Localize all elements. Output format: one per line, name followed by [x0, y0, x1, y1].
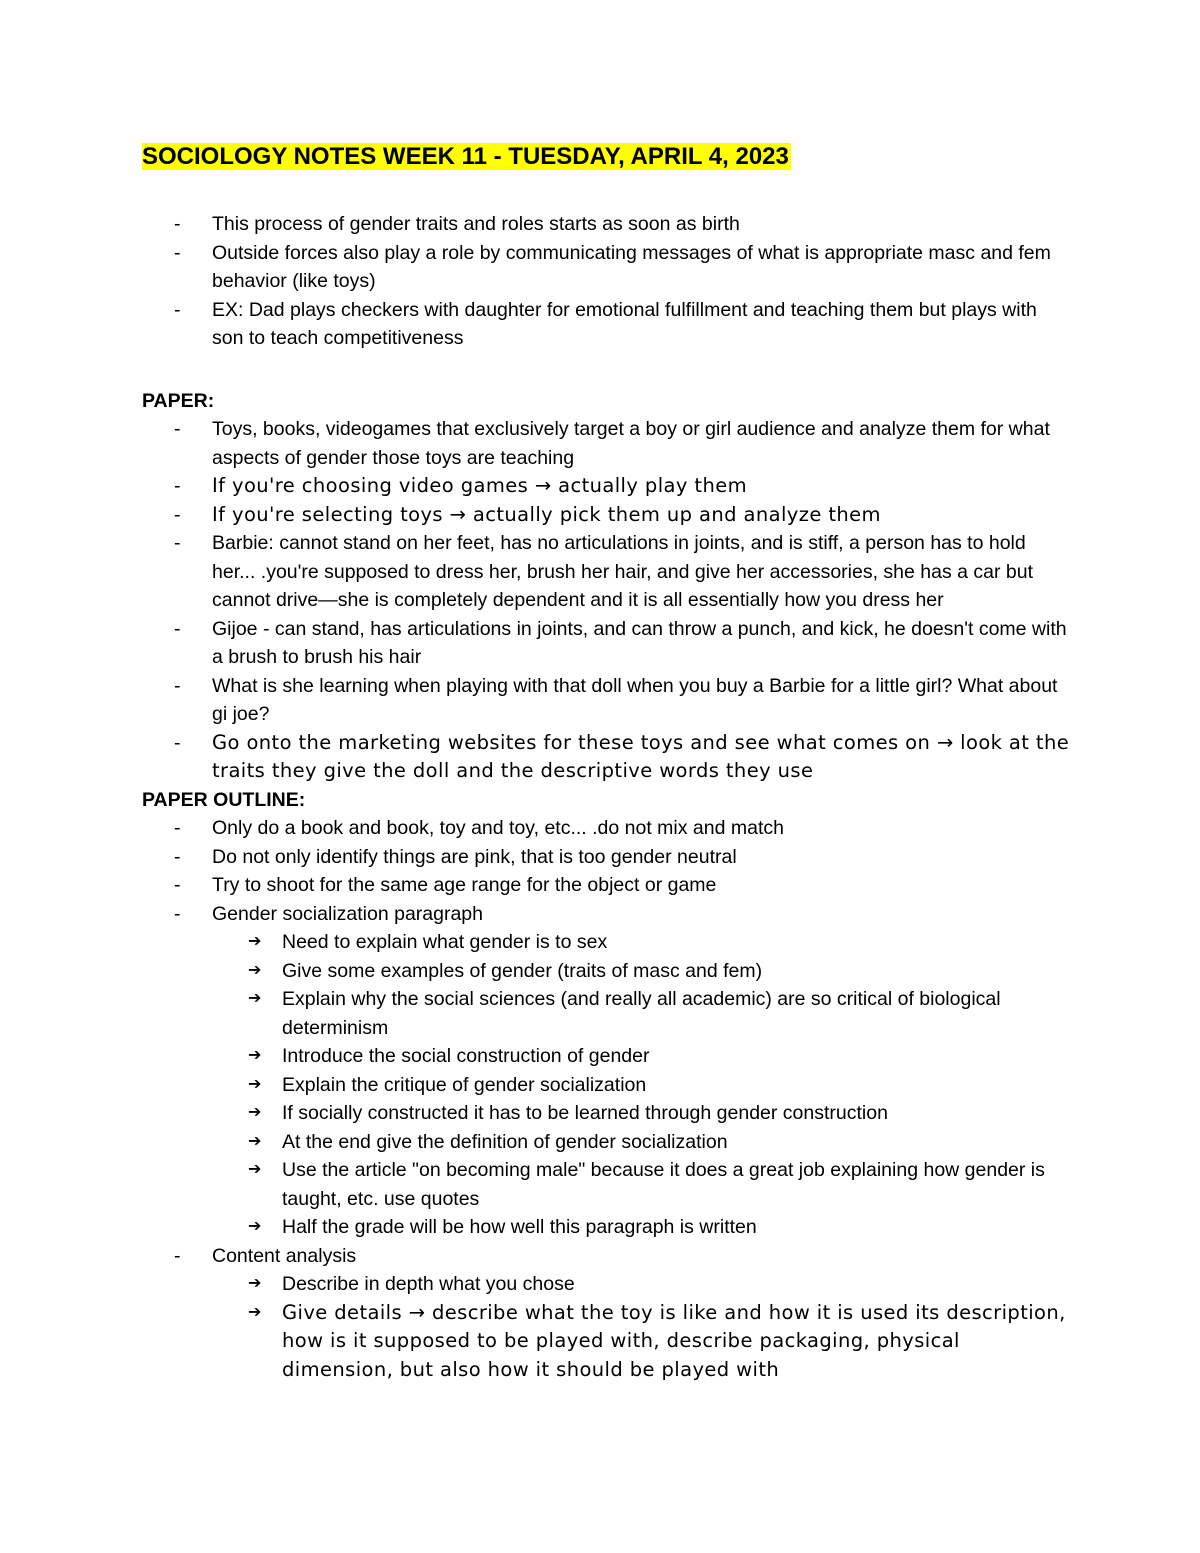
list-item-text: Gijoe - can stand, has articulations in joints, and can throw a punch, and kick, he doesn't come with a brush to brush his hair [212, 617, 1067, 668]
document-title [142, 140, 1072, 174]
list-item [142, 239, 1072, 296]
arrow-bullet-icon: ➔ [248, 1218, 262, 1235]
dash-bullet: - [174, 475, 181, 497]
outline-list [142, 814, 1072, 1384]
list-item-text: What is she learning when playing with that doll when you buy a Barbie for a little girl? What about gi joe? [212, 674, 1058, 725]
sublist-item [212, 1156, 1072, 1213]
dash-bullet: - [174, 418, 181, 440]
sublist-item-text: Half the grade will be how well this paragraph is written [282, 1216, 757, 1238]
list-item-text: Outside forces also play a role by communicating messages of what is appropriate masc and fem behavior (like toys) [212, 241, 1051, 292]
dash-bullet: - [174, 503, 181, 526]
list-item [142, 729, 1072, 786]
sublist-item [212, 1213, 1072, 1242]
dash-bullet: - [174, 731, 181, 754]
sublist-item [212, 1128, 1072, 1157]
list-item-text: Do not only identify things are pink, that is too gender neutral [212, 845, 737, 868]
dash-bullet: - [174, 845, 181, 868]
list-item-text: Only do a book and book, toy and toy, etc... .do not mix and match [212, 817, 784, 839]
arrow-bullet-icon: ➔ [248, 990, 262, 1007]
list-item-text: Gender socialization paragraph [212, 902, 484, 925]
sublist-item-text: Give some examples of gender (traits of masc and fem) [282, 959, 763, 982]
sublist-item-text: Give details → describe what the toy is like and how it is used its description, how is it supposed to be played with, describe packaging, physical dimension, but also how it should be played with [282, 1300, 1066, 1381]
sublist-item-text: At the end give the definition of gender socialization [282, 1130, 728, 1153]
sublist-item [212, 1042, 1072, 1071]
arrow-bullet-icon: ➔ [248, 1161, 262, 1178]
list-item [142, 529, 1072, 615]
list-item [142, 415, 1072, 472]
sublist-item [212, 1270, 1072, 1299]
intro-list [142, 210, 1072, 353]
socialization-sublist [212, 928, 1072, 1242]
sublist-item [212, 985, 1072, 1042]
list-item-text: This process of gender traits and roles starts as soon as birth [212, 213, 740, 235]
sublist-item [212, 957, 1072, 986]
sublist-item-text: Describe in depth what you chose [282, 1273, 575, 1295]
sublist-item [212, 928, 1072, 957]
list-item-text: If you're choosing video games → actually play them [212, 474, 747, 497]
list-item [142, 472, 1072, 501]
sublist-item [212, 1099, 1072, 1128]
list-item [142, 296, 1072, 353]
highlighted-title-text: SOCIOLOGY NOTES WEEK 11 - TUESDAY, APRIL 4, 2023 [142, 143, 789, 170]
list-item [142, 615, 1072, 672]
list-item-text: Content analysis [212, 1244, 357, 1267]
list-item [142, 501, 1072, 530]
list-item-text: Barbie: cannot stand on her feet, has no articulations in joints, and is stiff, a person has to hold her... .you're supposed to dress her, brush her hair, and give her accessories, she has a car but cannot drive—she is completely dependent and it is all essentially how you dress her [212, 532, 1034, 611]
dash-bullet: - [174, 1244, 181, 1267]
arrow-bullet-icon: ➔ [248, 933, 262, 950]
paper-heading: PAPER: [142, 389, 215, 412]
dash-bullet: - [174, 213, 181, 235]
sublist-item [212, 1299, 1072, 1385]
arrow-bullet-icon: ➔ [248, 961, 262, 979]
arrow-bullet-icon: ➔ [248, 1047, 262, 1064]
sublist-item-text: Need to explain what gender is to sex [282, 931, 608, 953]
arrow-bullet-icon: ➔ [248, 1075, 262, 1093]
dash-bullet: - [174, 298, 181, 321]
list-item [142, 843, 1072, 872]
list-item-text: Go onto the marketing websites for these toys and see what comes on → look at the traits they give the doll and the descriptive words they use [212, 730, 1070, 782]
arrow-bullet-icon: ➔ [248, 1275, 262, 1292]
dash-bullet: - [174, 817, 181, 839]
list-item [142, 871, 1072, 900]
list-item [142, 814, 1072, 843]
arrow-bullet-icon: ➔ [248, 1104, 262, 1121]
sublist-item-text: Introduce the social construction of gender [282, 1045, 650, 1067]
list-item-text: If you're selecting toys → actually pick them up and analyze them [212, 502, 881, 526]
dash-bullet: - [174, 241, 181, 264]
list-item [142, 1242, 1072, 1385]
content-analysis-sublist [212, 1270, 1072, 1384]
dash-bullet: - [174, 674, 181, 697]
list-item-text: Toys, books, videogames that exclusively target a boy or girl audience and analyze them for what aspects of gender those toys are teaching [212, 418, 1050, 469]
dash-bullet: - [174, 902, 181, 925]
dash-bullet: - [174, 532, 181, 554]
arrow-bullet-icon: ➔ [248, 1132, 262, 1150]
sublist-item [212, 1071, 1072, 1100]
document-page [142, 140, 1072, 1384]
list-item [142, 210, 1072, 239]
list-item [142, 900, 1072, 1242]
paper-list [142, 415, 1072, 786]
paper-outline-heading: PAPER OUTLINE: [142, 788, 306, 811]
sublist-item-text: If socially constructed it has to be learned through gender construction [282, 1102, 888, 1124]
arrow-bullet-icon: ➔ [248, 1303, 262, 1321]
list-item-text: EX: Dad plays checkers with daughter for emotional fulfillment and teaching them but plays with son to teach competitiveness [212, 298, 1037, 349]
dash-bullet: - [174, 617, 181, 640]
sublist-item-text: Use the article "on becoming male" because it does a great job explaining how gender is taught, etc. use quotes [282, 1159, 1045, 1210]
list-item-text: Try to shoot for the same age range for the object or game [212, 874, 717, 896]
sublist-item-text: Explain why the social sciences (and really all academic) are so critical of biological determinism [282, 988, 1001, 1039]
sublist-item-text: Explain the critique of gender socialization [282, 1073, 647, 1096]
list-item [142, 672, 1072, 729]
dash-bullet: - [174, 874, 181, 896]
